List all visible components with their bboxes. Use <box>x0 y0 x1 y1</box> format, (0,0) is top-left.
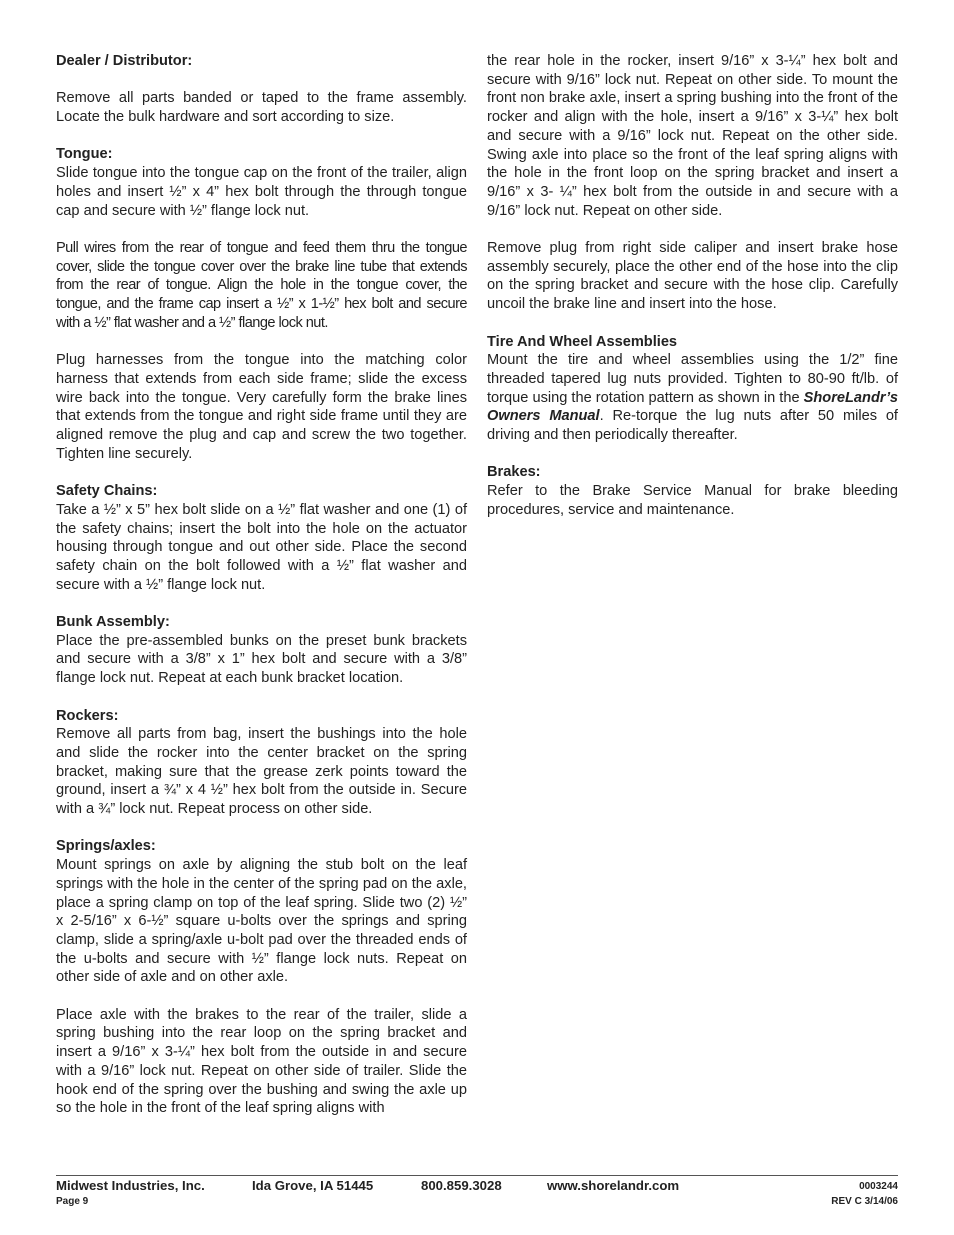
footer-revision: REV C 3/14/06 <box>831 1196 898 1207</box>
section-text <box>487 351 898 445</box>
footer-location: Ida Grove, IA 51445 <box>252 1178 374 1193</box>
left-column <box>56 52 467 1118</box>
text-run: . Re-torque the lug nuts after 50 miles of driving and then periodically thereafter. <box>487 408 898 444</box>
footer-doc-number: 0003244 <box>859 1181 898 1192</box>
section-text: Take a ½” x 5” hex bolt slide on a ½” flat washer and one (1) of the safety chains; insert the bolt into the hole on the actuator housing through tongue and out other side. Place the second safety chain on the bolt followed with a ½” flat washer and secure with a ½” flange lock nut. <box>56 501 467 593</box>
section-springs-continued <box>487 52 898 220</box>
text-run: Mount the tire and wheel assemblies using the 1/2” fine threaded tapered lug nuts provided. Tighten to 80-90 ft/lb. of torque using the rotation pattern as shown in the <box>487 352 898 406</box>
footer-page-number: Page 9 <box>56 1196 89 1207</box>
footer-company: Midwest Industries, Inc. <box>56 1178 205 1193</box>
section-brake-hose <box>487 239 898 314</box>
section-brakes <box>487 463 898 519</box>
section-springs-axles <box>56 837 467 1118</box>
section-text: the rear hole in the rocker, insert 9/16” x 3-¼” hex bolt and secure with 9/16” lock nut. Repeat on other side. To mount the front non brake axle, insert a spring bushing into the front of the rocker and align with the hole, insert a 9/16” x 3-¼” hex bolt and secure with a 9/16” lock nut. Repeat on the other side. Swing axle into place so the front of the leaf spring aligns with the hole in the front loop on the spring bracket and insert a 9/16” x 3- ¼” hex bolt from the outside in and secure with a 9/16” lock nut. Repeat on other side. <box>487 53 898 219</box>
section-heading: Brakes: <box>487 464 541 481</box>
section-text: Remove all parts banded or taped to the frame assembly. Locate the bulk hardware and sort according to size. <box>56 90 467 126</box>
section-dealer <box>56 52 467 127</box>
section-tire-wheel <box>487 333 898 445</box>
section-text: Place axle with the brakes to the rear of the trailer, slide a spring bushing into the rear loop on the spring bracket and insert a 9/16” x 3-¼” hex bolt from the outside in and secure with a 9/16” lock nut. Repeat on other side of trailer. Slide the hook end of the spring over the bushing and swing the axle up so the hole in the front of the leaf spring aligns with <box>56 1006 467 1117</box>
section-heading: Dealer / Distributor: <box>56 53 193 69</box>
right-column <box>487 52 898 520</box>
section-heading: Safety Chains: <box>56 483 158 500</box>
section-tongue <box>56 145 467 463</box>
section-text: Place the pre-assembled bunks on the preset bunk brackets and secure with a 3/8” x 1” hex bolt and secure with a 3/8” flange lock nut. Repeat at each bunk bracket location. <box>56 632 467 687</box>
section-heading: Bunk Assembly: <box>56 614 170 630</box>
section-text: Remove plug from right side caliper and insert brake hose assembly securely, place the other end of the hose into the clip on the spring bracket and secure with the hose clip. Carefully uncoil the brake line and insert into the hose. <box>487 240 898 313</box>
section-text: Plug harnesses from the tongue into the matching color harness that extends from each side frame; slide the excess wire back into the tongue. Very carefully form the brake lines that extends from the tongue and right side frame until they are aligned remove the plug and cap and screw the two together. Tighten line securely. <box>56 352 467 462</box>
owners-manual-title: ShoreLandr’s Owners Manual <box>487 389 898 425</box>
footer-rule <box>56 1175 898 1176</box>
section-heading: Tire And Wheel Assemblies <box>487 333 678 350</box>
section-text: Mount springs on axle by aligning the stub bolt on the leaf springs with the hole in the center of the spring pad on the axle, place a spring clamp on top of the leaf spring. Slide two (2) ½” x 2-5/16” x 6-½” square u-bolts over the springs and spring clamp, slide a spring/axle u-bolt pad over the threaded ends of the u-bolts and secure with ½” flange lock nuts. Repeat on other side of axle and on other axle. <box>56 857 467 986</box>
section-rockers <box>56 707 467 819</box>
section-bunk-assembly <box>56 613 467 688</box>
section-safety-chains <box>56 482 467 594</box>
section-text: Refer to the Brake Service Manual for brake bleeding procedures, service and maintenance. <box>487 483 898 518</box>
section-heading: Rockers: <box>56 707 119 724</box>
section-text: Slide tongue into the tongue cap on the front of the trailer, align holes and insert ½” x 4” hex bolt through the through tongue cap and secure with ½” flange lock nut. <box>56 165 467 219</box>
footer-website: www.shorelandr.com <box>547 1178 680 1193</box>
section-text: Remove all parts from bag, insert the bushings into the hole and slide the rocker into the center bracket on the spring bracket, making sure that the grease zerk points toward the ground, insert a ¾” x 4 ½” hex bolt from the outside in. Secure with a ¾” lock nut. Repeat process on other side. <box>56 726 467 818</box>
section-heading: Springs/axles: <box>56 838 156 855</box>
footer-phone: 800.859.3028 <box>421 1178 502 1193</box>
section-text: Pull wires from the rear of tongue and feed them thru the tongue cover, slide the tongue cover over the brake line tube that extends from the rear of tongue. Align the hole in the tongue cover, the tongue, and the frame cap insert a ½” x 1-½” hex bolt and secure with a ½” flat washer and a ½” flange lock nut. <box>56 239 467 331</box>
section-heading: Tongue: <box>56 146 113 163</box>
